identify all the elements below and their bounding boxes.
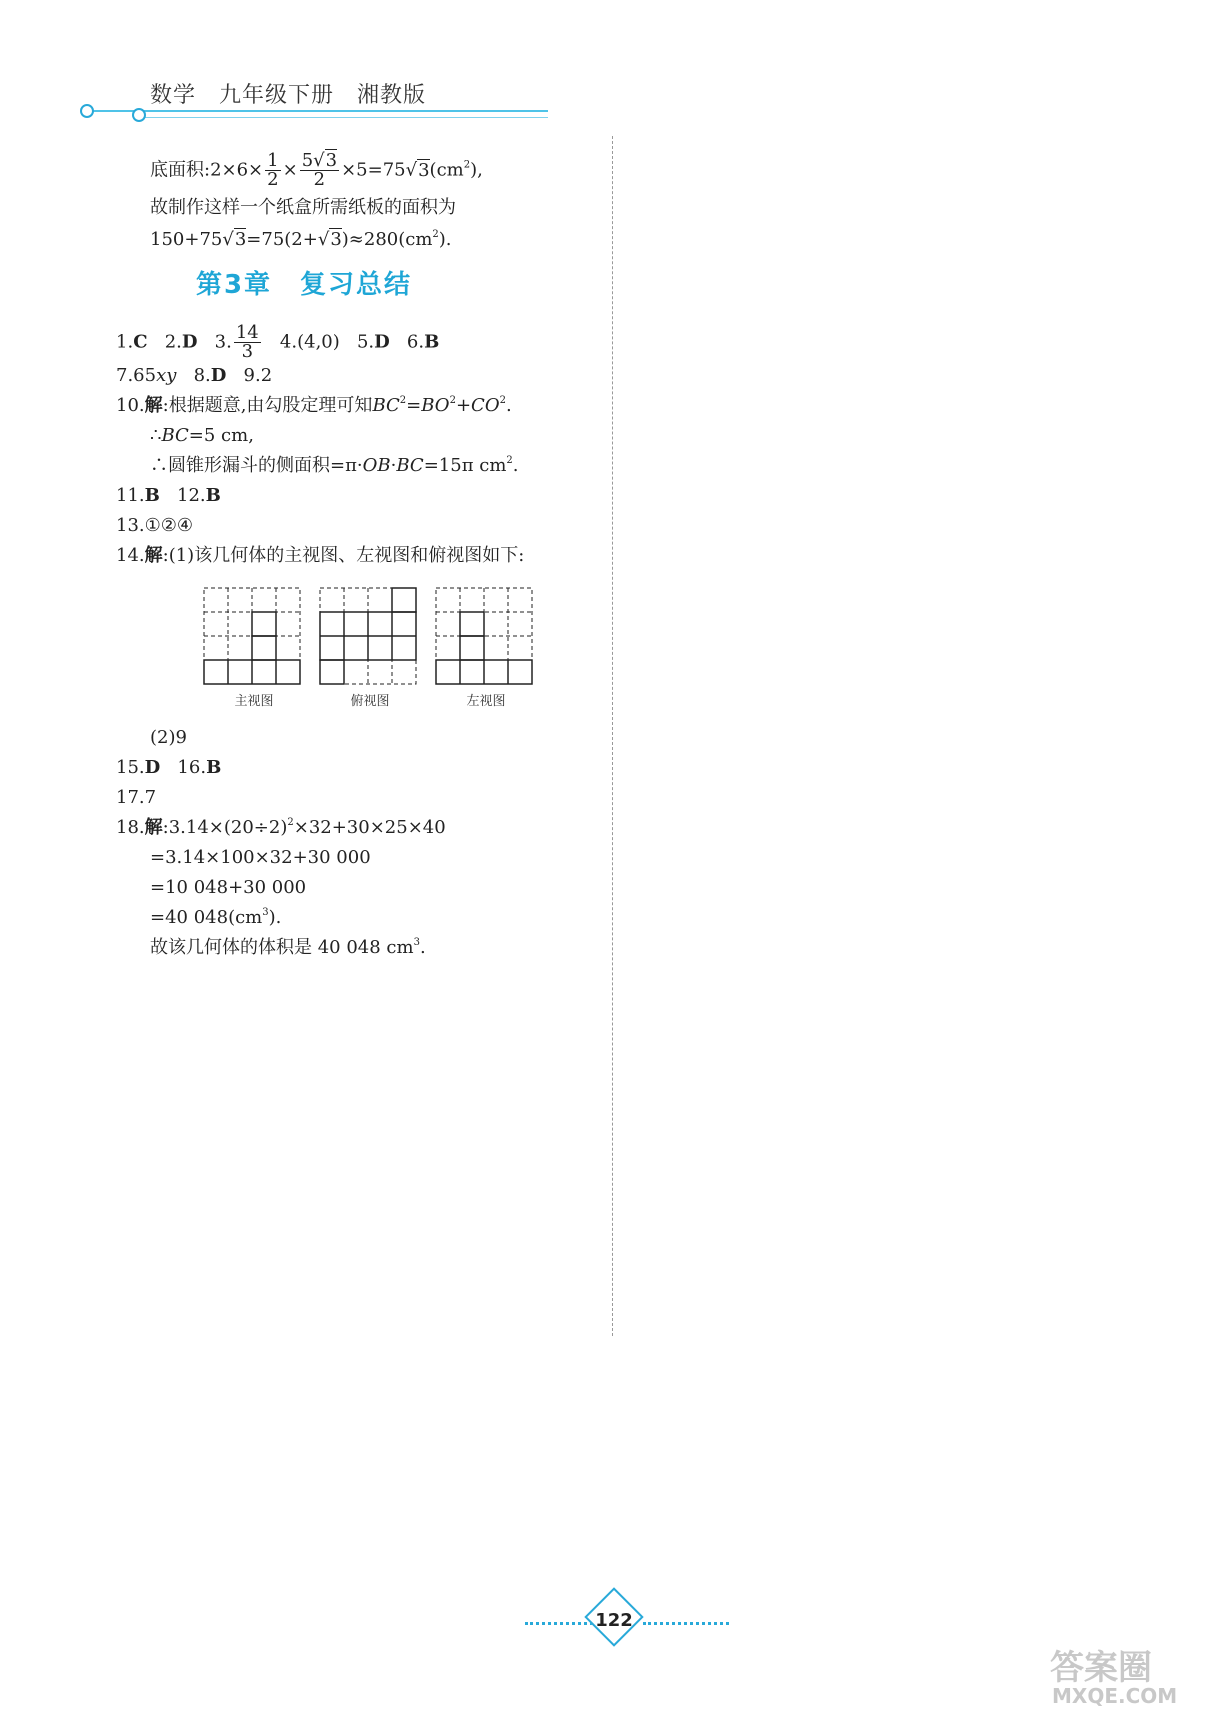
answers-11-12: 11.B 12.B (116, 485, 221, 506)
header-rule (86, 110, 548, 112)
q14-line2: (2)9 (150, 727, 187, 748)
total-area-line: $150+75√3=75(2+√3)\approx 280(cm^2)$. (150, 229, 452, 250)
page-number: 122 (595, 1610, 633, 1631)
answers-7-9: 7.65xy 8.D 9.2 (116, 365, 273, 386)
q18-line5: 故该几何体的体积是 40 048 $cm^3$. (150, 937, 426, 958)
watermark-url: MXQE.COM (1052, 1684, 1178, 1708)
main-view-label: 主视图 (234, 694, 274, 709)
fraction-half: $\frac{1}{2}$ (267, 150, 279, 190)
fraction-five-root-three-half: $\frac{5√3}{2}$ (301, 150, 338, 190)
page-dots-right (643, 1622, 729, 1625)
answers-15-16: 15.D 16.B (116, 757, 222, 778)
conclusion-line: 故制作这样一个纸盒所需纸板的面积为 (150, 197, 456, 218)
answers-1-6: 1.C 2.D 3. $\frac{14}{3}$ 4.(4,0) 5.D 6.B (116, 322, 440, 362)
main-view-grid (204, 588, 300, 684)
header-dot-right-icon (132, 108, 146, 122)
watermark-logo: 答案圈 (1050, 1648, 1152, 1688)
answer-17: 17.7 (116, 787, 157, 808)
q18-line2: =3.14×100×32+30 000 (150, 847, 371, 868)
fraction-14-3: $\frac{14}{3}$ (235, 322, 259, 362)
q10-line1: 10.解:根据题意,由勾股定理可知$BC^2=BO^2+CO^2$. (116, 395, 512, 416)
top-view-label: 俯视图 (350, 694, 390, 709)
left-view-label: 左视图 (466, 694, 506, 709)
chapter-title: 第3章 复习总结 (195, 270, 413, 300)
column-divider (612, 136, 613, 1336)
header-title: 数学 九年级下册 湘教版 (150, 83, 427, 108)
q18-line4: =40 $048(cm^3)$. (150, 907, 282, 928)
q18-line1: 18.解$:3.14\times(20\div 2)^2\times 32+30\times 25\times 40$ (116, 817, 446, 838)
top-view-grid (320, 588, 416, 684)
q14-line1: 14.解:(1)该几何体的主视图、左视图和俯视图如下: (116, 545, 525, 566)
q10-line2: ∴BC=5 cm, (150, 425, 254, 446)
area-line: 底面积:2×6× $\frac{1}{2}$ × $\frac{5√3}{2}$ $\times 5=75√3(cm^2)$, (150, 150, 483, 190)
answer-13: 13.①②④ (116, 515, 194, 536)
left-view-grid (436, 588, 532, 684)
header-rule-thin (140, 117, 548, 118)
q18-line3: =10 048+30 000 (150, 877, 307, 898)
q10-line3: ∴圆锥形漏斗的侧面积=π·OB·BC=15π $cm^2$. (150, 455, 519, 476)
header-dot-left-icon (80, 104, 94, 118)
